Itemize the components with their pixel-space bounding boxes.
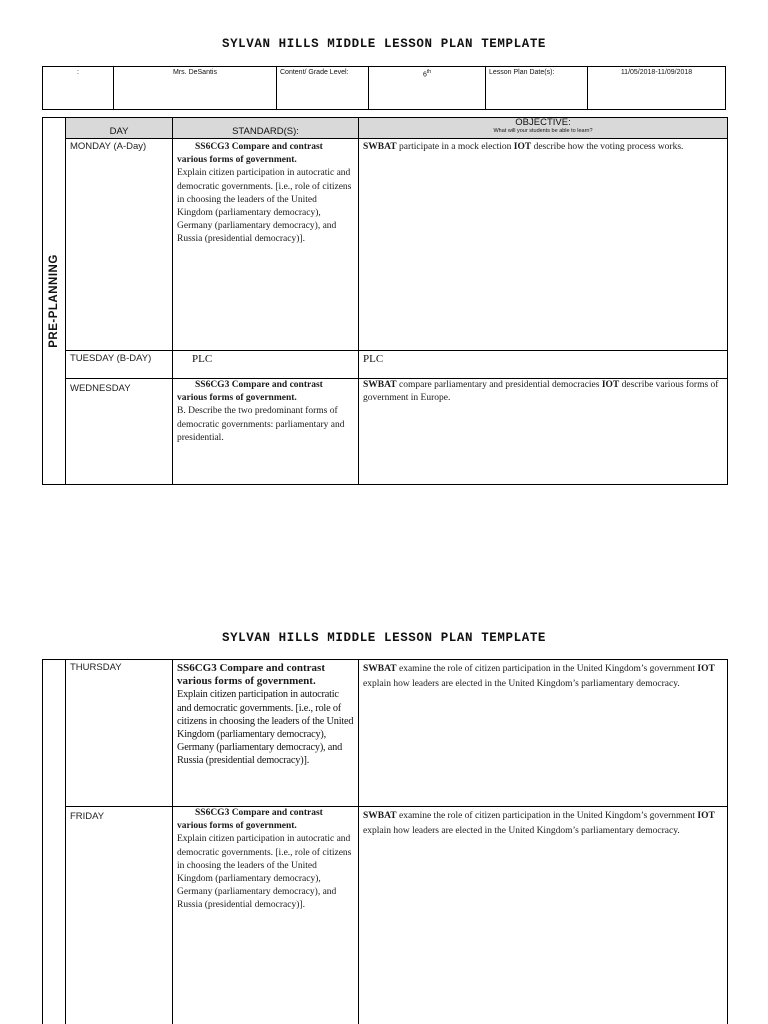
standard-cell-thursday [173,660,359,807]
objective-text: examine the role of citizen participation in the United Kingdom’s government [396,664,698,674]
objective-column-header [359,118,728,139]
standard-code: SS6CG3 Compare and contrast various forms of government. [177,662,326,688]
lesson-plan-date-value: 11/05/2018-11/09/2018 [588,67,726,110]
lesson-plan-date-label: Lesson Plan Date(s): [486,67,588,110]
header-info-table [42,66,726,110]
day-cell-monday: MONDAY (A-Day) [66,139,173,351]
side-label-cell [43,660,66,1024]
day-column-header: DAY [66,118,173,139]
standard-code: SS6CG3 Compare and contrast various forms of government. [177,142,323,166]
standard-description: Explain citizen participation in autocratic and democratic governments. [i.e., role of citizens in choosing the leaders of the United Kingdom (parliamentary democracy), Germany (parliamentary democracy), and Russia (presidential democracy)]. [177,834,352,911]
objective-text: compare parliamentary and presidential democracies [396,380,602,390]
standard-cell-monday [173,139,359,351]
swbat-label: SWBAT [363,380,397,390]
objective-cell-friday [359,807,728,1024]
objective-cell-wednesday [359,379,728,485]
objective-text: examine the role of citizen participation in the United Kingdom’s government [396,811,698,821]
objective-text: participate in a mock election [396,142,514,152]
standard-code: SS6CG3 Compare and contrast various forms of government. [177,380,323,404]
swbat-label: SWBAT [363,142,397,152]
side-label-cell [43,118,66,485]
lesson-plan-table [42,117,728,485]
iot-label: IOT [697,811,715,821]
objective-cell-thursday [359,660,728,807]
grade-suffix: th [426,69,432,75]
standard-text: PLC [192,353,213,365]
grade-value [369,67,486,110]
pre-planning-label: PRE-PLANNING [48,254,60,348]
standard-cell-wednesday [173,379,359,485]
standard-cell-tuesday [173,351,359,379]
objective-text: describe various forms of government in Europe. [363,380,719,404]
day-cell-tuesday: TUESDAY (B-DAY) [66,351,173,379]
day-cell-wednesday: WEDNESDAY [66,379,173,485]
objective-cell-tuesday [359,351,728,379]
objective-header-subtitle: What will your students be able to learn? [493,128,593,134]
standard-code: SS6CG3 Compare and contrast various forms of government. [177,808,323,832]
iot-label: IOT [513,142,532,152]
objective-text: explain how leaders are elected in the United Kingdom’s parliamentary democracy. [363,826,680,836]
lesson-plan-table-continued [42,659,728,1024]
objective-header-title: OBJECTIVE: [515,117,571,128]
objective-cell-monday [359,139,728,351]
standard-description: Explain citizen participation in autocratic and democratic governments. [i.e., role of citizens in choosing the leaders of the United Kingdom (parliamentary democracy), Germany (parliamentary democracy), and Russia (presidential democracy)]. [177,168,352,245]
swbat-label: SWBAT [363,811,397,821]
objective-text: describe how the voting process works. [531,142,684,152]
content-grade-label: Content/ Grade Level: [277,67,369,110]
teacher-name: Mrs. DeSantis [114,67,277,110]
page-title: SYLVAN HILLS MIDDLE LESSON PLAN TEMPLATE [221,37,547,51]
standards-column-header: STANDARD(S): [173,118,359,139]
objective-text: explain how leaders are elected in the United Kingdom’s parliamentary democracy. [363,679,680,689]
standard-cell-friday [173,807,359,1024]
grade-number: 6 [422,71,427,79]
standard-description: Explain citizen participation in autocratic and democratic governments. [i.e., role of citizens in choosing the leaders of the United Kingdom (parliamentary democracy), Germany (parliamentary democracy), and Russia (presidential democracy)]. [177,689,354,767]
swbat-label: SWBAT [363,664,397,674]
iot-label: IOT [697,664,715,674]
page-title: SYLVAN HILLS MIDDLE LESSON PLAN TEMPLATE [221,631,547,645]
iot-label: IOT [601,380,620,390]
teacher-label: : [43,67,114,110]
standard-description: B. Describe the two predominant forms of democratic governments: parliamentary and presidential. [177,406,345,443]
day-cell-thursday: THURSDAY [66,660,173,807]
objective-text: PLC [363,353,384,365]
day-cell-friday: FRIDAY [66,807,173,1024]
